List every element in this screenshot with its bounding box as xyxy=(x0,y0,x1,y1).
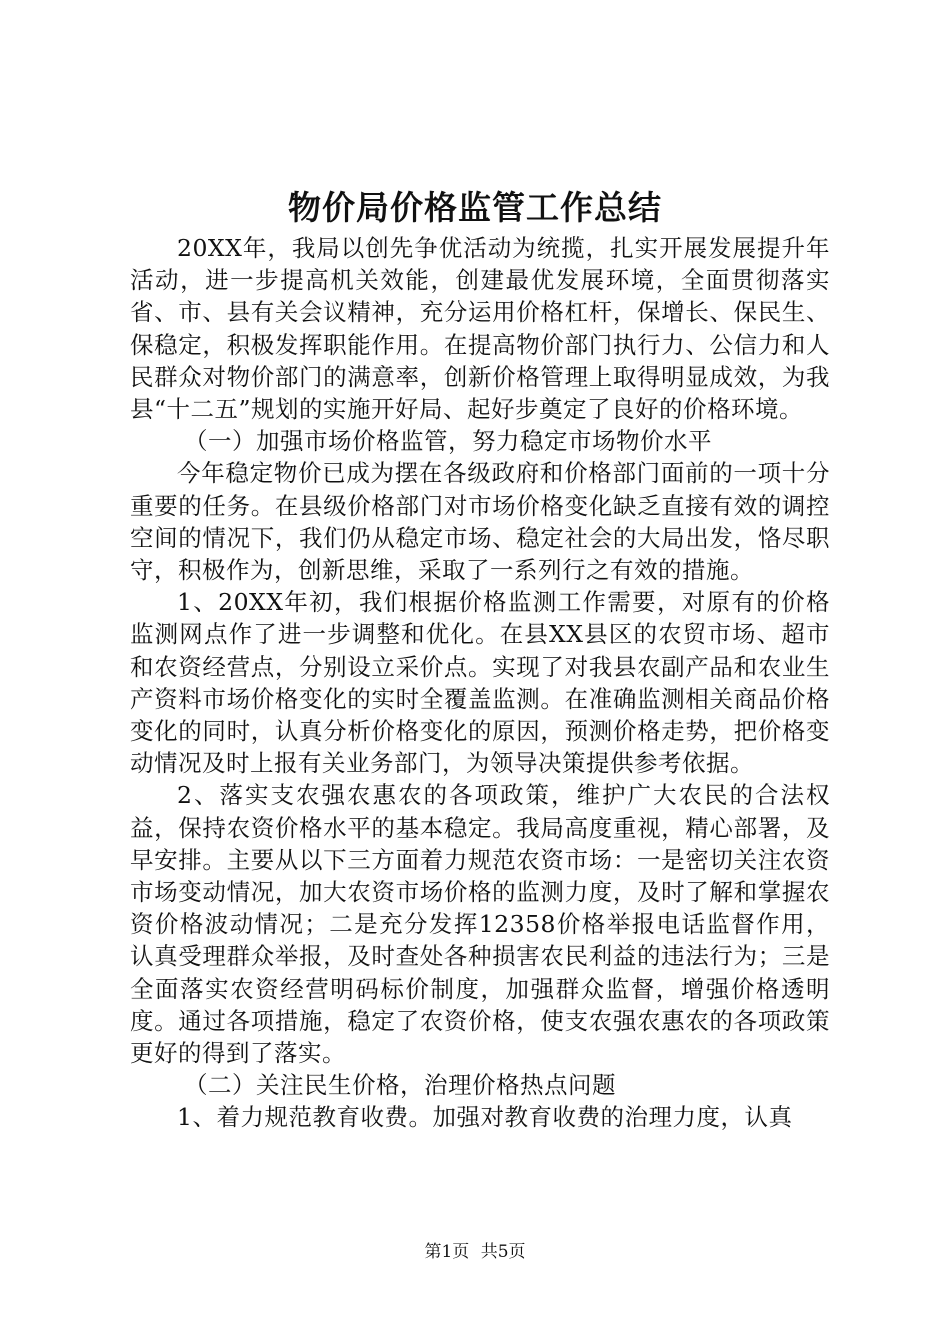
section-heading-1: （一）加强市场价格监管，努力稳定市场物价水平 xyxy=(184,427,713,456)
document-body xyxy=(130,232,830,1134)
document-title: 物价局价格监管工作总结 xyxy=(288,188,662,227)
paragraph-item-1: 1、20XX年初，我们根据价格监测工作需要，对原有的价格监测网点作了进一步调整和优化。在县XX县区的农贸市场、超市和农资经营点，分别设立采价点。实现了对我县农副产品和农业生产资料市场价格变化的实时全覆盖监测。在准确监测相关商品价格变化的同时，认真分析价格变化的原因，预测价格走势，把价格变动情况及时上报有关业务部门，为领导决策提供参考依据。 xyxy=(130,588,830,778)
paragraph-intro: 20XX年，我局以创先争优活动为统揽，扎实开展发展提升年活动，进一步提高机关效能，创建最优发展环境，全面贯彻落实省、市、县有关会议精神，充分运用价格杠杆，保增长、保民生、保稳定，积极发挥职能作用。在提高物价部门执行力、公信力和人民群众对物价部门的满意率，创新价格管理上取得明显成效，为我县“十二五”规划的实施开好局、起好步奠定了良好的价格环境。 xyxy=(130,234,830,424)
page-number: 第1页 xyxy=(424,1242,470,1262)
page-total: 共5页 xyxy=(480,1242,526,1262)
section-heading-2: （二）关注民生价格，治理价格热点问题 xyxy=(184,1071,617,1100)
paragraph-item-2: 2、落实支农强农惠农的各项政策，维护广大农民的合法权益，保持农资价格水平的基本稳定。我局高度重视，精心部署，及早安排。主要从以下三方面着力规范农资市场：一是密切关注农资市场变动情况，加大农资市场价格的监测力度，及时了解和掌握农资价格波动情况；二是充分发挥12358价格举报电话监督作用，认真受理群众举报，及时查处各种损害农民利益的违法行为；三是全面落实农资经营明码标价制度，加强群众监督，增强价格透明度。通过各项措施，稳定了农资价格，使支农强农惠农的各项政策更好的得到了落实。 xyxy=(130,781,830,1068)
paragraph-section-1-intro: 今年稳定物价已成为摆在各级政府和价格部门面前的一项十分重要的任务。在县级价格部门对市场价格变化缺乏直接有效的调控空间的情况下，我们仍从稳定市场、稳定社会的大局出发，恪尽职守，积极作为，创新思维，采取了一系列行之有效的措施。 xyxy=(130,459,830,585)
page-footer xyxy=(0,1241,950,1263)
paragraph-item-3: 1、着力规范教育收费。加强对教育收费的治理力度，认真 xyxy=(177,1103,793,1132)
